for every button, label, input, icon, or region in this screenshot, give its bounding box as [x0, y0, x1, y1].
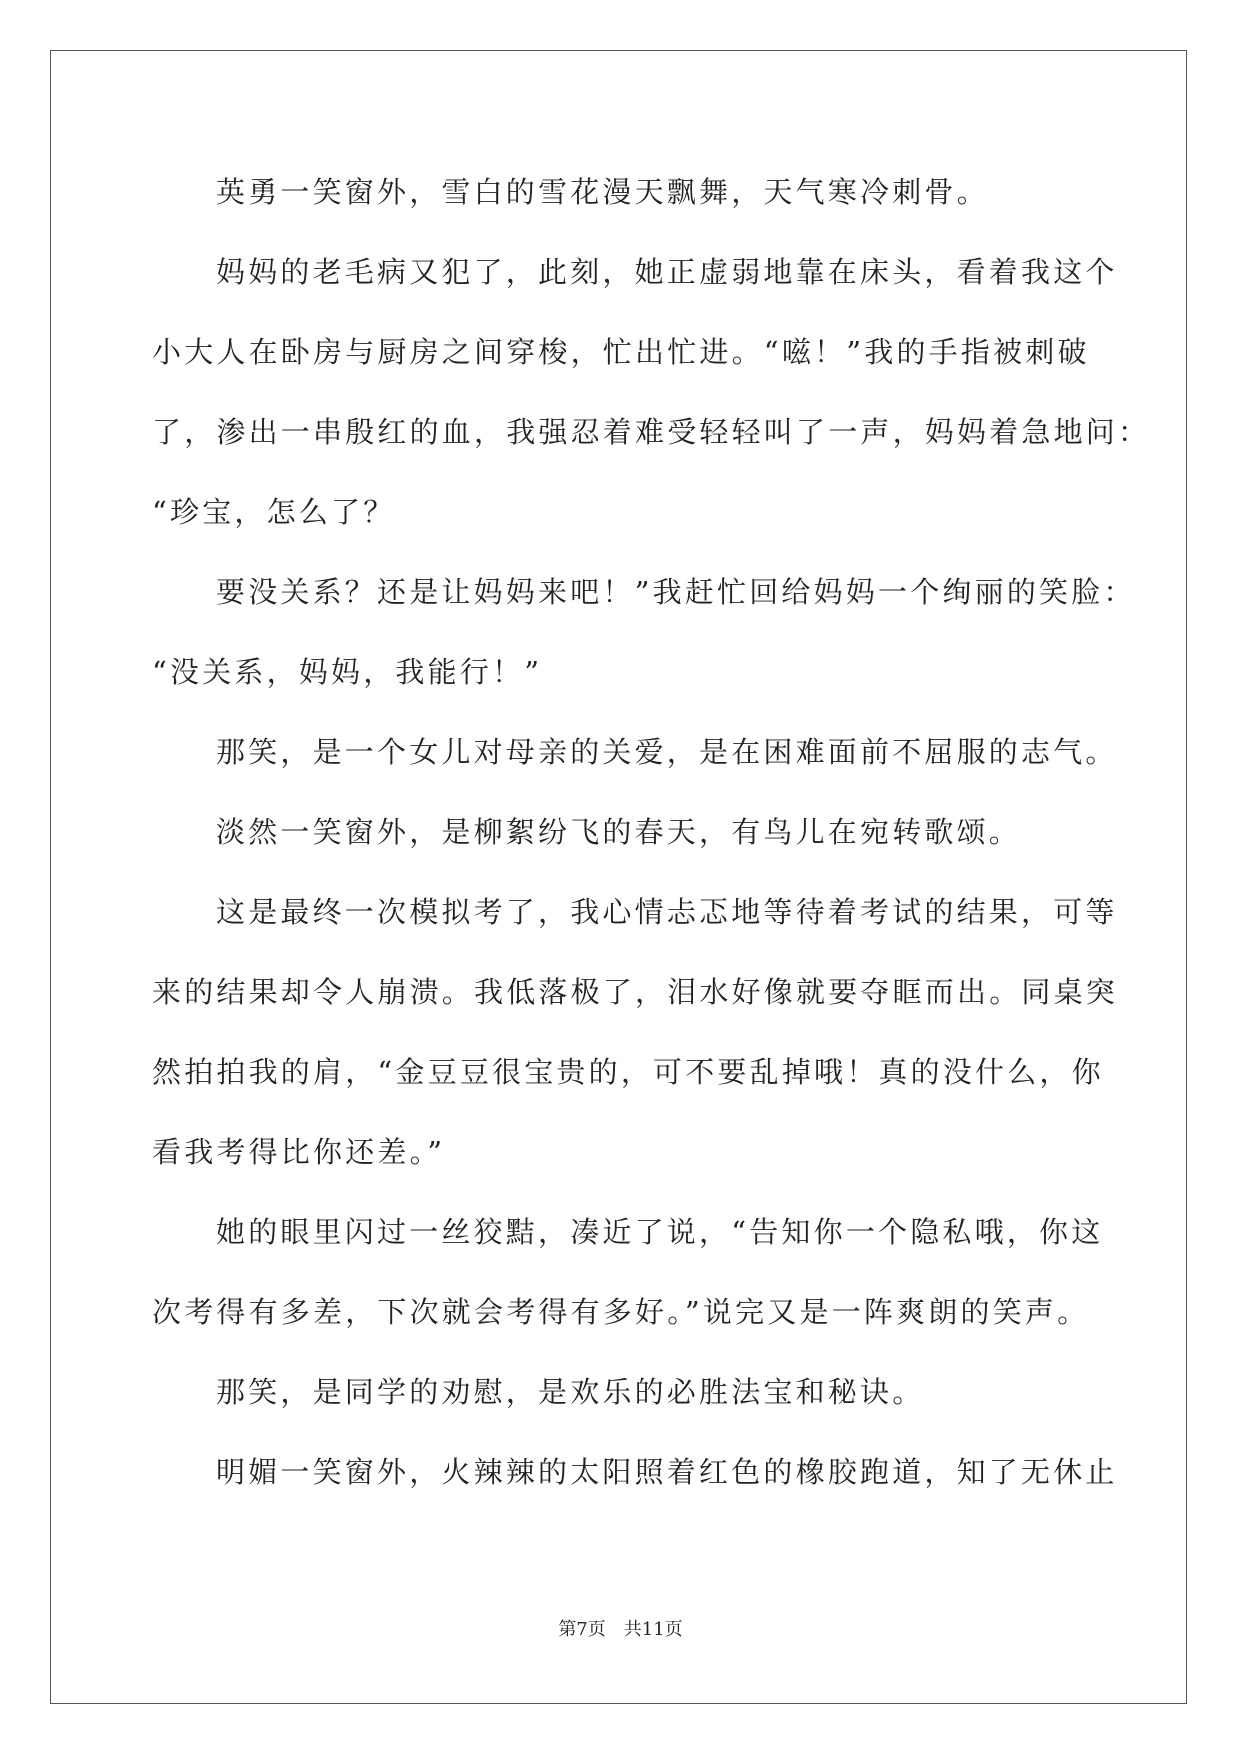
text-line: 那笑，是同学的劝慰，是欢乐的必胜法宝和秘诀。 — [216, 1375, 925, 1409]
text-line: “没关系，妈妈，我能行！” — [152, 655, 543, 689]
text-line: 明媚一笑窗外，火辣辣的太阳照着红色的橡胶跑道，知了无休止 — [216, 1455, 1118, 1489]
text-line: 她的眼里闪过一丝狡黠，凑近了说，“告知你一个隐私哦，你这 — [216, 1215, 1104, 1249]
text-line: 了，渗出一串殷红的血，我强忍着难受轻轻叫了一声，妈妈着急地问： — [152, 415, 1151, 449]
page-footer — [0, 1618, 1241, 1642]
page-total: 共11页 — [623, 1619, 683, 1640]
text-line: 妈妈的老毛病又犯了，此刻，她正虚弱地靠在床头，看着我这个 — [216, 255, 1118, 289]
text-line: 英勇一笑窗外，雪白的雪花漫天飘舞，天气寒冷刺骨。 — [216, 175, 989, 209]
text-line: 看我考得比你还差。” — [152, 1135, 446, 1169]
body-text — [152, 165, 1151, 1525]
page-number: 第7页 — [558, 1619, 606, 1640]
text-line: 那笑，是一个女儿对母亲的关爱，是在困难面前不屈服的志气。 — [216, 735, 1118, 769]
text-line: “珍宝，怎么了？ — [152, 495, 396, 529]
text-line: 然拍拍我的肩，“金豆豆很宝贵的，可不要乱掉哦！真的没什么，你 — [152, 1055, 1104, 1089]
text-line: 来的结果却令人崩溃。我低落极了，泪水好像就要夺眶而出。同桌突 — [152, 975, 1119, 1009]
text-line: 要没关系？还是让妈妈来吧！”我赶忙回给妈妈一个绚丽的笑脸： — [216, 575, 1136, 609]
text-line: 小大人在卧房与厨房之间穿梭，忙出忙进。“嗞！”我的手指被刺破 — [152, 335, 1090, 369]
text-line: 淡然一笑窗外，是柳絮纷飞的春天，有鸟儿在宛转歌颂。 — [216, 815, 1022, 849]
text-line: 次考得有多差，下次就会考得有多好。”说完又是一阵爽朗的笑声。 — [152, 1295, 1090, 1329]
text-line: 这是最终一次模拟考了，我心情忐忑地等待着考试的结果，可等 — [216, 895, 1118, 929]
